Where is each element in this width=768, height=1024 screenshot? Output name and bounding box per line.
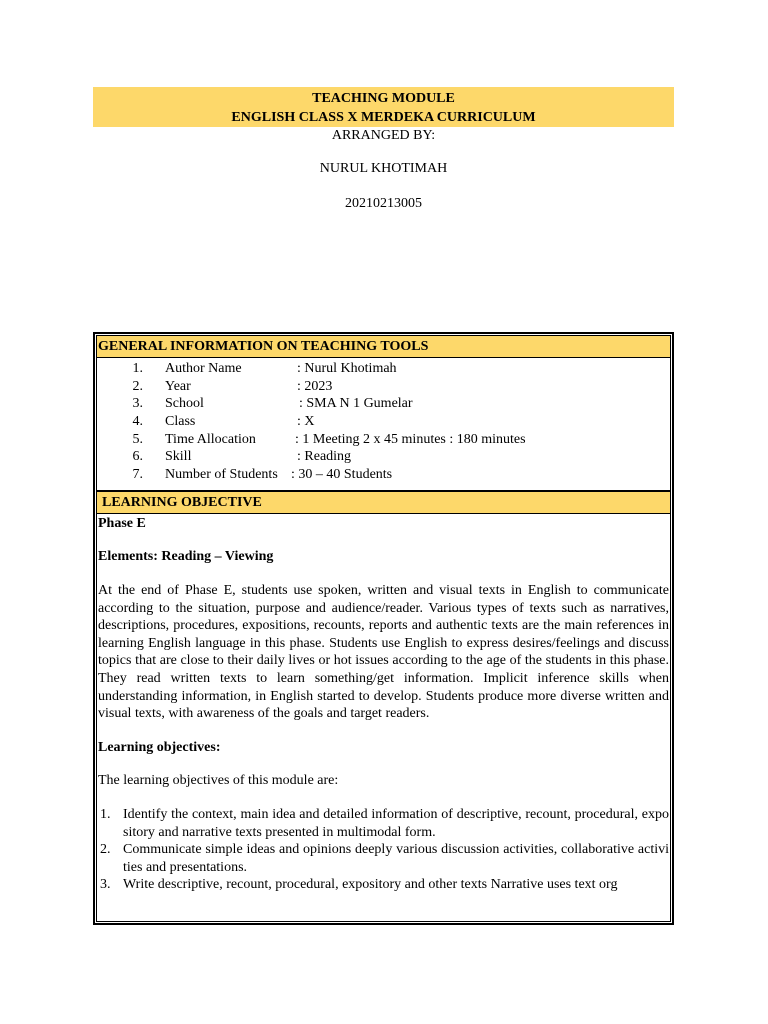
- info-item: 1. Author Name : Nurul Khotimah: [132, 361, 397, 376]
- module-title-band: [93, 87, 674, 127]
- info-item: 5. Time Allocation : 1 Meeting 2 x 45 minutes : 180 minutes: [132, 431, 526, 447]
- objective-item: 1. Identify the context, main idea and detailed information of descriptive, recount, procedural, expository and narrative texts presented in multimodal form.: [100, 806, 669, 840]
- general-info-heading: GENERAL INFORMATION ON TEACHING TOOLS: [97, 336, 670, 358]
- objectives-intro: The learning objectives of this module are:: [98, 773, 339, 789]
- phase-description: At the end of Phase E, students use spoken, written and visual texts in English to communicate according to the situation, purpose and audience/reader. Various types of texts such as narratives, descriptions, procedures, expositions, recounts, reports and authentic texts are the main references in learning English language in this phase. Students use English to express desires/feelings and discuss topics that are close to their daily lives or hot issues according to the age of the students in this phase. They read written texts to learn something/get information. Implicit inference skills when understanding information, in English started to develop. Students produce more diverse written and visual texts, with awareness of the goals and target readers.: [98, 583, 669, 722]
- phase-label: Phase E: [98, 515, 146, 531]
- student-id: 20210213005: [345, 196, 422, 211]
- learning-objective-content: [97, 514, 670, 894]
- elements-label: Elements: Reading – Viewing: [98, 549, 274, 565]
- module-title: TEACHING MODULE: [312, 91, 455, 106]
- objective-item: 3. Write descriptive, recount, procedural, expository and other texts Narrative uses text org: [100, 877, 618, 893]
- objective-item: 2. Communicate simple ideas and opinions deeply various discussion activities, collaborative activities and presentations.: [100, 842, 669, 875]
- info-item: 4. Class : X: [132, 414, 315, 430]
- general-info-list: [97, 358, 670, 490]
- info-item: 6. Skill : Reading: [132, 449, 352, 465]
- arranged-by-label: ARRANGED BY:: [331, 128, 436, 143]
- info-table: [93, 332, 674, 925]
- module-subtitle: ENGLISH CLASS X MERDEKA CURRICULUM: [231, 110, 536, 125]
- info-item: 2. Year : 2023: [132, 378, 333, 394]
- objectives-heading: Learning objectives:: [98, 739, 221, 755]
- author-name: NURUL KHOTIMAH: [319, 161, 448, 176]
- objectives-list: [98, 806, 669, 894]
- learning-objective-heading: LEARNING OBJECTIVE: [97, 490, 670, 514]
- info-item: 7. Number of Students : 30 – 40 Students: [132, 467, 393, 483]
- info-item: 3. School : SMA N 1 Gumelar: [132, 396, 413, 412]
